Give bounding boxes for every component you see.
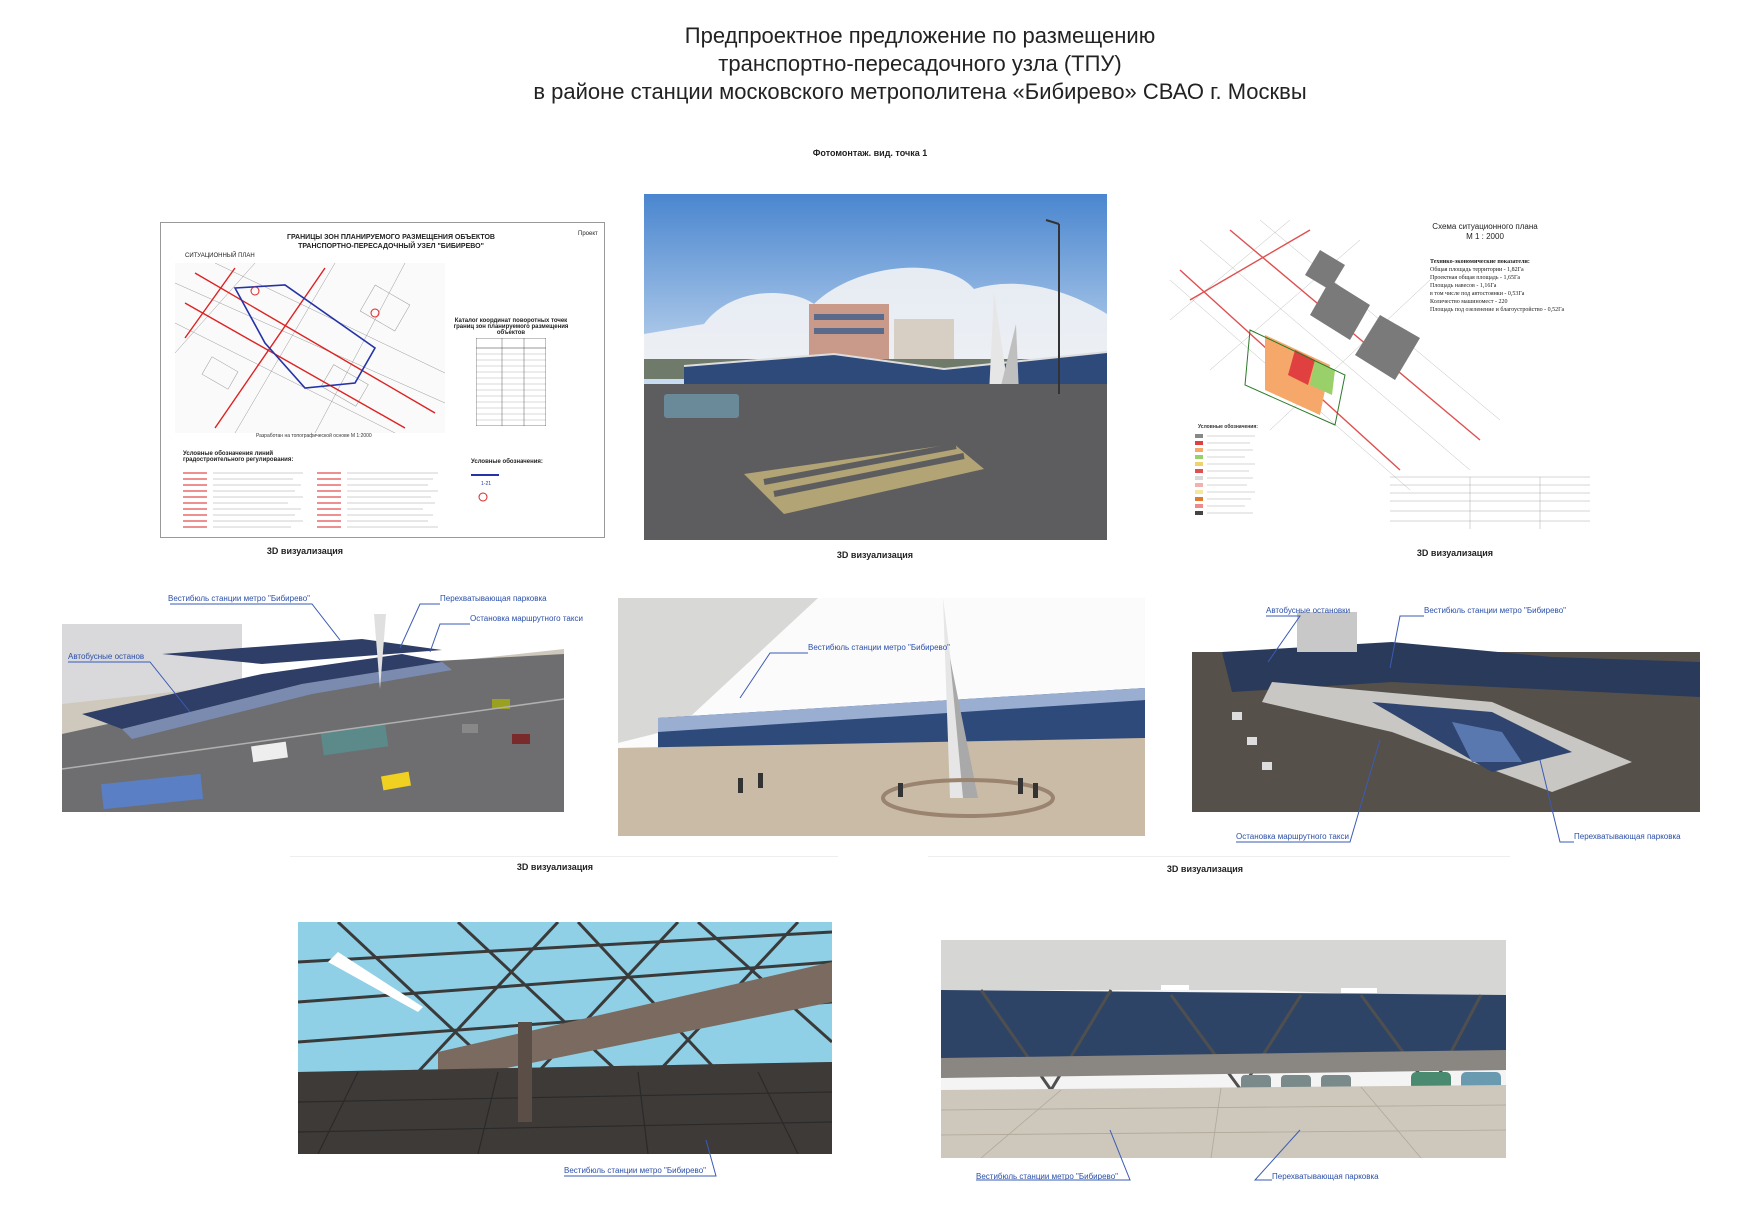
label-parking-r2l: Перехватывающая парковка [440, 594, 547, 603]
separator-left [290, 856, 838, 857]
situation-scheme-sheet [1150, 214, 1600, 536]
legend-right-heading: Условные обозначения: [471, 459, 543, 465]
label-vestibule-r3l: Вестибюль станции метро "Бибирево" [564, 1166, 706, 1175]
caption-row1-left: 3D визуализация [266, 546, 344, 556]
topo-basis-note: Разработан на топографической основе М 1:2000 [256, 433, 372, 439]
tep-block: Технико-экономические показатели: Общая площадь территории - 1,82Га Проектная общая площадь - 1,65Га Площадь навесов - 1,16Га в том числе под автостоянки - 0,53Га Количество машиномест - 220 Площадь под озеленение и благоустройство - 0,52Га [1430, 259, 1565, 313]
canopy-interior-render [298, 922, 832, 1154]
project-stamp: Проект [578, 231, 598, 237]
situation-plan-label: СИТУАЦИОННЫЙ ПЛАН [185, 253, 255, 259]
title-line-3: в районе станции московского метрополитена «Бибирево» СВАО г. Москвы [533, 79, 1307, 104]
label-parking-r3r: Перехватывающая парковка [1272, 1172, 1379, 1181]
sheet-heading: ГРАНИЦЫ ЗОН ПЛАНИРУЕМОГО РАЗМЕЩЕНИЯ ОБЪЕКТОВ ТРАНСПОРТНО-ПЕРЕСАДОЧНЫЙ УЗЕЛ "БИБИРЕВО" [287, 234, 495, 250]
photomontage-image [644, 194, 1107, 540]
scheme-legend-swatches [1195, 434, 1265, 524]
caption-row2-right: 3D визуализация [1166, 864, 1244, 874]
label-parking-r2r: Перехватывающая парковка [1574, 832, 1681, 841]
label-taxi-r2r: Остановка маршрутного такси [1236, 832, 1349, 841]
scheme-legend-heading: Условные обозначения: [1198, 424, 1258, 430]
title-block-stamp [1390, 459, 1590, 529]
legend-right-symbols [469, 471, 509, 521]
caption-row2-left: 3D визуализация [516, 862, 594, 872]
page-title [0, 22, 1757, 106]
label-vestibule-r2r: Вестибюль станции метро "Бибирево" [1424, 606, 1566, 615]
label-vestibule-r2m: Вестибюль станции метро "Бибирево" [808, 643, 950, 652]
label-bus-r2r: Автобусные остановки [1266, 606, 1351, 615]
title-line-2: транспортно-пересадочного узла (ТПУ) [718, 51, 1122, 76]
photomontage-view-1 [644, 194, 1107, 540]
label-vestibule-r2l: Вестибюль станции метро "Бибирево" [168, 594, 310, 603]
caption-row1-mid: 3D визуализация [836, 550, 914, 560]
label-vestibule-r3r: Вестибюль станции метро "Бибирево" [976, 1172, 1118, 1181]
aerial-render-1 [62, 594, 564, 812]
label-bus-r2l: Автобусные останов [68, 652, 145, 661]
situation-map [175, 263, 445, 433]
aerial-view-left [62, 594, 564, 812]
canopy-interior-view [298, 922, 832, 1154]
aerial-view-right [1192, 612, 1700, 812]
legend-left-heading: Условные обозначения линий градостроительного регулирования: [183, 451, 294, 463]
photomontage-caption: Фотомонтаж. вид. точка 1 [812, 148, 928, 158]
plaza-render [618, 598, 1145, 836]
boundary-plan-sheet [160, 222, 605, 538]
aerial-render-2 [1192, 612, 1700, 812]
label-taxi-r2l: Остановка маршрутного такси [470, 614, 583, 623]
turn-point-label: 1-21 [481, 481, 492, 487]
scheme-title: Схема ситуационного плана М 1 : 2000 [1432, 222, 1538, 241]
caption-row1-right: 3D визуализация [1416, 548, 1494, 558]
legend-left-lines [183, 469, 443, 533]
coordinate-catalog-title: Каталог координат поворотных точек границ зон планируемого размещения объектов [453, 318, 569, 336]
parking-canopy-view [941, 940, 1506, 1158]
coordinate-table [476, 338, 546, 426]
separator-right [928, 856, 1510, 857]
parking-canopy-render [941, 940, 1506, 1158]
plaza-view [618, 598, 1145, 836]
title-line-1: Предпроектное предложение по размещению [684, 23, 1156, 48]
